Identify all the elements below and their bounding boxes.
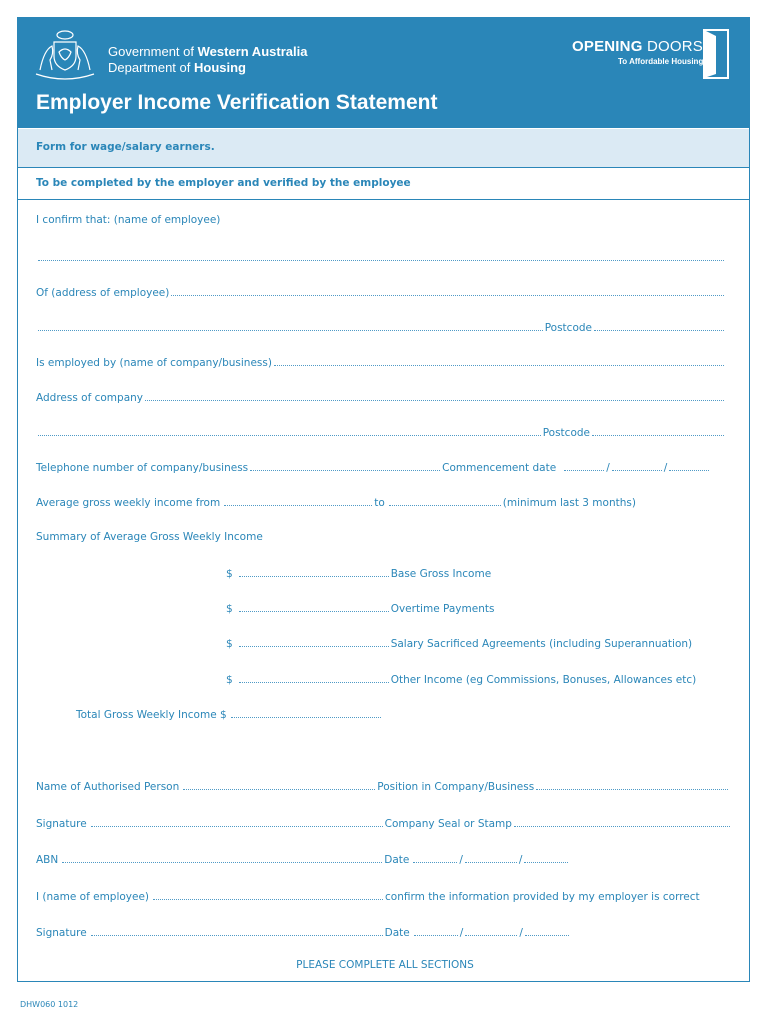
- employee-name-field[interactable]: [36, 250, 726, 264]
- overtime-field[interactable]: [226, 601, 494, 615]
- page-title: Employer Income Verification Statement: [36, 91, 438, 114]
- other-income-dots: [239, 672, 389, 683]
- company-address-dots: [145, 390, 724, 401]
- position-dots: [536, 779, 728, 790]
- company-seal-dots: [514, 816, 730, 827]
- employer-signature-label: Signature: [36, 818, 87, 830]
- employee-address-field[interactable]: [36, 285, 726, 299]
- company-postcode-label: Postcode: [542, 427, 590, 439]
- other-income-field[interactable]: [226, 672, 696, 686]
- overtime-dots: [239, 601, 389, 612]
- commencement-year-dots: [669, 460, 709, 471]
- income-to-dots: [389, 495, 501, 506]
- other-income-label: Other Income (eg Commissions, Bonuses, Allowances etc): [390, 674, 697, 686]
- employee-address-postcode-row[interactable]: [36, 320, 726, 334]
- summary-heading: Summary of Average Gross Weekly Income: [36, 531, 263, 543]
- income-period-row[interactable]: [36, 495, 656, 509]
- minimum-months-note: (minimum last 3 months): [502, 497, 636, 509]
- company-seal-label: Company Seal or Stamp: [384, 818, 512, 830]
- base-gross-label: Base Gross Income: [390, 568, 492, 580]
- employer-date-year-dots: [524, 852, 568, 863]
- date-separator: /: [459, 854, 463, 866]
- base-gross-dots: [239, 566, 389, 577]
- employee-date-day-dots: [414, 925, 458, 936]
- income-from-label: Average gross weekly income from: [36, 497, 221, 509]
- overtime-label: Overtime Payments: [390, 603, 495, 615]
- company-address-line2-dots: [38, 425, 541, 436]
- employee-name-dots: [38, 250, 724, 261]
- abn-dots: [62, 852, 382, 863]
- commencement-day-dots: [564, 460, 604, 471]
- authorised-person-dots: [183, 779, 375, 790]
- total-gross-label: Total Gross Weekly Income $: [76, 709, 227, 721]
- authorised-person-row[interactable]: [36, 779, 730, 793]
- date-separator: /: [459, 927, 464, 939]
- currency-symbol: $: [226, 638, 233, 650]
- date-separator: /: [663, 462, 668, 474]
- authorised-person-label: Name of Authorised Person: [36, 781, 180, 793]
- employer-date-day-dots: [413, 852, 457, 863]
- employee-name-confirm-label: I (name of employee): [36, 891, 150, 903]
- currency-symbol: $: [226, 603, 233, 615]
- employee-postcode-label: Postcode: [544, 322, 592, 334]
- employee-postcode-dots: [594, 320, 724, 331]
- position-label: Position in Company/Business: [377, 781, 535, 793]
- employee-date-month-dots: [465, 925, 517, 936]
- telephone-commencement-row[interactable]: [36, 460, 728, 474]
- employer-name-label: Is employed by (name of company/business): [36, 357, 272, 369]
- abn-label: ABN: [36, 854, 59, 866]
- form-subtitle: Form for wage/salary earners.: [36, 141, 215, 153]
- employee-date-year-dots: [525, 925, 569, 936]
- employee-date-label: Date: [384, 927, 410, 939]
- total-gross-field[interactable]: [76, 707, 383, 721]
- employee-confirm-row[interactable]: [36, 889, 700, 903]
- employer-date-label: Date: [384, 854, 410, 866]
- employer-name-dots: [274, 355, 724, 366]
- currency-symbol: $: [226, 568, 233, 580]
- telephone-dots: [250, 460, 440, 471]
- employee-name-confirm-dots: [153, 889, 383, 900]
- telephone-label: Telephone number of company/business: [36, 462, 249, 474]
- employee-signature-label: Signature: [36, 927, 87, 939]
- employee-address-line2-dots: [38, 320, 543, 331]
- complete-all-sections-note: PLEASE COMPLETE ALL SECTIONS: [296, 959, 474, 971]
- brand-logo-text: OPENING DOORS: [572, 38, 703, 55]
- employee-signature-row[interactable]: [36, 925, 571, 939]
- date-separator: /: [519, 927, 523, 939]
- income-to-label: to: [374, 497, 385, 509]
- total-gross-dots: [231, 707, 381, 718]
- open-door-icon: [702, 28, 732, 82]
- government-name: Government of Western Australia: [108, 44, 308, 59]
- salary-sacrificed-label: Salary Sacrificed Agreements (including Superannuation): [390, 638, 693, 650]
- employer-signature-dots: [91, 816, 383, 827]
- signature-seal-row[interactable]: [36, 816, 732, 830]
- base-gross-field[interactable]: [226, 566, 491, 580]
- confirm-employee-label: I confirm that: (name of employee): [36, 214, 221, 226]
- date-separator: /: [518, 854, 523, 866]
- department-name: Department of Housing: [108, 60, 246, 75]
- employee-signature-dots: [91, 925, 383, 936]
- company-postcode-dots: [592, 425, 724, 436]
- salary-sacrificed-dots: [239, 636, 389, 647]
- brand-tagline: To Affordable Housing: [618, 57, 704, 66]
- abn-date-row[interactable]: [36, 852, 570, 866]
- company-address-field[interactable]: [36, 390, 726, 404]
- date-separator: /: [606, 462, 610, 474]
- coat-of-arms-icon: [32, 28, 98, 80]
- company-address-postcode-row[interactable]: [36, 425, 726, 439]
- form-instruction: To be completed by the employer and verified by the employee: [36, 177, 411, 189]
- income-from-dots: [224, 495, 372, 506]
- form-code: DHW060 1012: [20, 1000, 79, 1009]
- employer-name-field[interactable]: [36, 355, 726, 369]
- salary-sacrificed-field[interactable]: [226, 636, 692, 650]
- confirm-correct-label: confirm the information provided by my employer is correct: [385, 891, 700, 903]
- currency-symbol: $: [226, 674, 233, 686]
- employee-address-label: Of (address of employee): [36, 287, 170, 299]
- commencement-label: Commencement date: [442, 462, 557, 474]
- employee-address-dots: [171, 285, 724, 296]
- company-address-label: Address of company: [36, 392, 144, 404]
- employer-date-month-dots: [465, 852, 517, 863]
- commencement-month-dots: [612, 460, 662, 471]
